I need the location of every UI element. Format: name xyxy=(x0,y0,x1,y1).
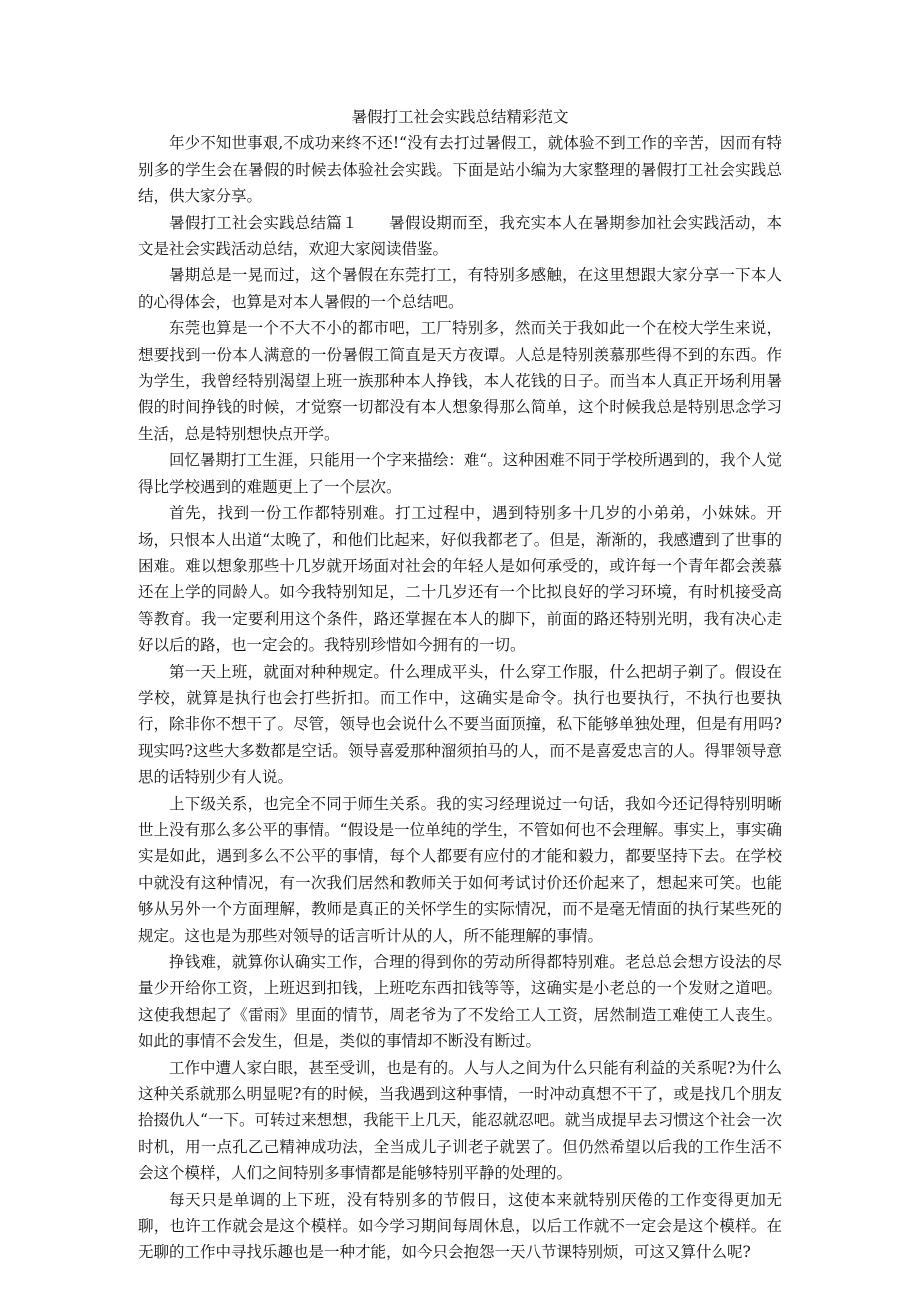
document-title: 暑假打工社会实践总结精彩范文 xyxy=(351,108,569,126)
paragraph-intro: 年少不知世事艰,不成功来终不还!“没有去打过暑假工，就体验不到工作的辛苦，因而有特别多的学生会在暑假的时候去体验社会实践。下面是站小编为大家整理的暑假打工社会实践总结，供大家分享。 xyxy=(138,134,782,206)
paragraph: 东莞也算是一个不大不小的都市吧，工厂特别多，然而关于我如此一个在校大学生来说，想要找到一份本人满意的一份暑假工简直是天方夜谭。人总是特别羡慕那些得不到的东西。作为学生，我曾经特别渴望上班一族那种本人挣钱，本人花钱的日子。而当本人真正开场利用暑假的时间挣钱的时候，才觉察一切都没有本人想象得那么简单，这个时候我总是特别思念学习生活，总是特别想快点开学。 xyxy=(138,319,782,443)
paragraph: 每天只是单调的上下班，没有特别多的节假日，这使本来就特别厌倦的工作变得更加无聊，也许工作就会是这个模样。如今学习期间每周休息，以后工作就不一定会是这个模样。在无聊的工作中寻找乐趣也是一种才能，如今只会抱怨一天八节课特别烦，可这又算什么呢? xyxy=(138,1190,782,1262)
paragraph: 回忆暑期打工生涯，只能用一个字来描绘：难“。这种困难不同于学校所遇到的，我个人觉得比学校遇到的难题更上了一个层次。 xyxy=(138,451,782,496)
paragraph: 暑期总是一晃而过，这个暑假在东莞打工，有特别多感触，在这里想跟大家分享一下本人的心得体会，也算是对本人暑假的一个总结吧。 xyxy=(138,266,782,311)
paragraph: 挣钱难，就算你认确实工作，合理的得到你的劳动所得都特别难。老总总会想方设法的尽量少开给你工资，上班迟到扣钱，上班吃东西扣钱等等，这确实是小老总的一个发财之道吧。这使我想起了《雷雨》里面的情节，周老爷为了不发给工人工资，居然制造工难使工人丧生。如此的事情不会发生，但是，类似的事情却不断没有断过。 xyxy=(138,953,782,1051)
document-page xyxy=(138,104,782,1266)
paragraph: 第一天上班，就面对种种规定。什么理成平头，什么穿工作服，什么把胡子剃了。假设在学校，就算是执行也会打些折扣。而工作中，这确实是命令。执行也要执行，不执行也要执行，除非你不想干了。尽管，领导也会说什么不要当面顶撞，私下能够单独处理，但是有用吗?现实吗?这些大多数都是空话。领导喜爱那种溜须拍马的人，而不是喜爱忠言的人。得罪领导意思的话特别少有人说。 xyxy=(138,662,782,787)
paragraph: 上下级关系，也完全不同于师生关系。我的实习经理说过一句话，我如今还记得特别明晰世上没有那么多公平的事情。“假设是一位单纯的学生，不管如何也不会理解。事实上，事实确实是如此，遇到多么不公平的事情，每个人都要有应付的才能和毅力，都要坚持下去。在学校中就没有这种情况，有一次我们居然和教师关于如何考试讨价还价起来了，想起来可笑。也能够从另外一个方面理解，教师是真正的关怀学生的实际情况，而不是毫无情面的执行某些死的规定。这也是为那些对领导的话言听计从的人，所不能理解的事情。 xyxy=(138,794,782,945)
paragraph: 工作中遭人家白眼，甚至受训，也是有的。人与人之间为什么只能有利益的关系呢?为什么这种关系就那么明显呢?有的时候，当我遇到这种事情，一时冲动真想不干了，或是找几个朋友拾掇仇人“一下。可转过来想想，我能干上几天，能忍就忍吧。就当成提早去习惯这个社会一次时机，用一点孔乙己精神成功法，全当成儿子训老子就罢了。但仍然希望以后我的工作生活不会这个模样，人们之间特别多事情都是能够特别平静的处理的。 xyxy=(138,1058,782,1183)
paragraph-section-heading: 暑假打工社会实践总结篇１ 暑假设期而至，我充实本人在暑期参加社会实践活动，本文是社会实践活动总结，欢迎大家阅读借鉴。 xyxy=(138,213,782,259)
paragraph: 首先，找到一份工作都特别难。打工过程中，遇到特别多十几岁的小弟弟，小妹妹。开场，只恨本人出道“太晚了，和他们比起来，好似我都老了。但是，渐渐的，我感遭到了世事的困难。难以想象那些十几岁就开场面对社会的年轻人是如何承受的，或许每一个青年都会羡慕还在上学的同龄人。如今我特别知足，二十几岁还有一个比拟良好的学习环境，有时机接受高等教育。我一定要利用这个条件，路还掌握在本人的脚下，前面的路还特别光明，我有决心走好以后的路，也一定会的。我特别珍惜如今拥有的一切。 xyxy=(138,504,782,655)
